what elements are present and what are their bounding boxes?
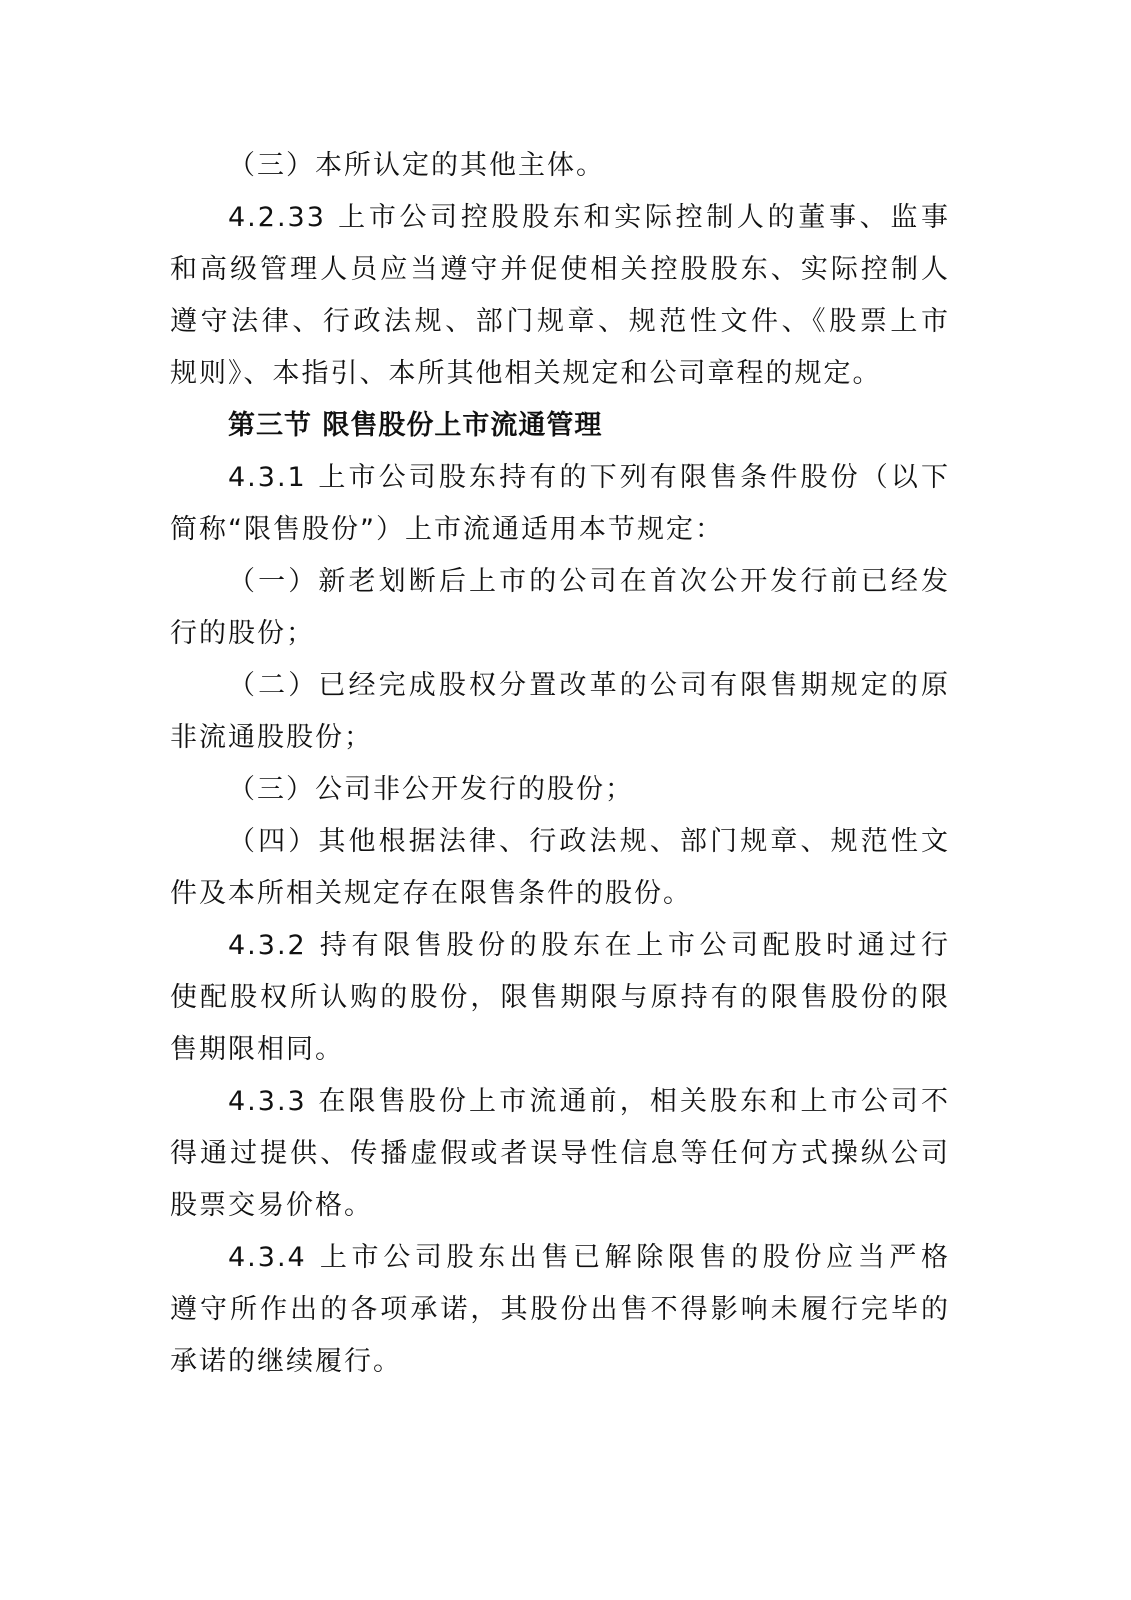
item-1-line-1: （一）新老划断后上市的公司在首次公开发行前已经发 bbox=[228, 566, 950, 597]
item-4-line-1: （四）其他根据法律、行政法规、部门规章、规范性文 bbox=[228, 826, 950, 857]
article-4-3-3-line-3: 股票交易价格。 bbox=[170, 1190, 373, 1221]
article-4-3-3-line-1: 4.3.3 在限售股份上市流通前，相关股东和上市公司不 bbox=[228, 1086, 950, 1117]
section-heading: 第三节 限售股份上市流通管理 bbox=[228, 410, 603, 441]
item-2-line-1: （二）已经完成股权分置改革的公司有限售期规定的原 bbox=[228, 670, 950, 701]
article-4-2-33-line-4: 规则》、本指引、本所其他相关规定和公司章程的规定。 bbox=[170, 358, 882, 389]
item-2-line-2: 非流通股股份； bbox=[170, 722, 373, 753]
article-4-2-33-line-2: 和高级管理人员应当遵守并促使相关控股股东、实际控制人 bbox=[170, 254, 950, 285]
article-4-3-1-line-2: 简称“限售股份”）上市流通适用本节规定： bbox=[170, 514, 724, 545]
article-4-2-33-line-3: 遵守法律、行政法规、部门规章、规范性文件、《股票上市 bbox=[170, 306, 950, 337]
article-4-3-1-line-1: 4.3.1 上市公司股东持有的下列有限售条件股份（以下 bbox=[228, 462, 950, 493]
article-4-3-2-line-3: 售期限相同。 bbox=[170, 1034, 344, 1065]
article-4-3-4-line-3: 承诺的继续履行。 bbox=[170, 1346, 402, 1377]
article-4-2-33-line-1: 4.2.33 上市公司控股股东和实际控制人的董事、监事 bbox=[228, 202, 950, 233]
item-4-line-2: 件及本所相关规定存在限售条件的股份。 bbox=[170, 878, 692, 909]
article-4-3-2-line-2: 使配股权所认购的股份，限售期限与原持有的限售股份的限 bbox=[170, 982, 950, 1013]
clause-item-3-other-entities: （三）本所认定的其他主体。 bbox=[228, 150, 605, 181]
article-4-3-4-line-1: 4.3.4 上市公司股东出售已解除限售的股份应当严格 bbox=[228, 1242, 950, 1273]
item-3-line: （三）公司非公开发行的股份； bbox=[228, 774, 634, 805]
article-4-3-2-line-1: 4.3.2 持有限售股份的股东在上市公司配股时通过行 bbox=[228, 930, 950, 961]
article-4-3-4-line-2: 遵守所作出的各项承诺，其股份出售不得影响未履行完毕的 bbox=[170, 1294, 950, 1325]
article-4-3-3-line-2: 得通过提供、传播虚假或者误导性信息等任何方式操纵公司 bbox=[170, 1138, 950, 1169]
item-1-line-2: 行的股份； bbox=[170, 618, 315, 649]
